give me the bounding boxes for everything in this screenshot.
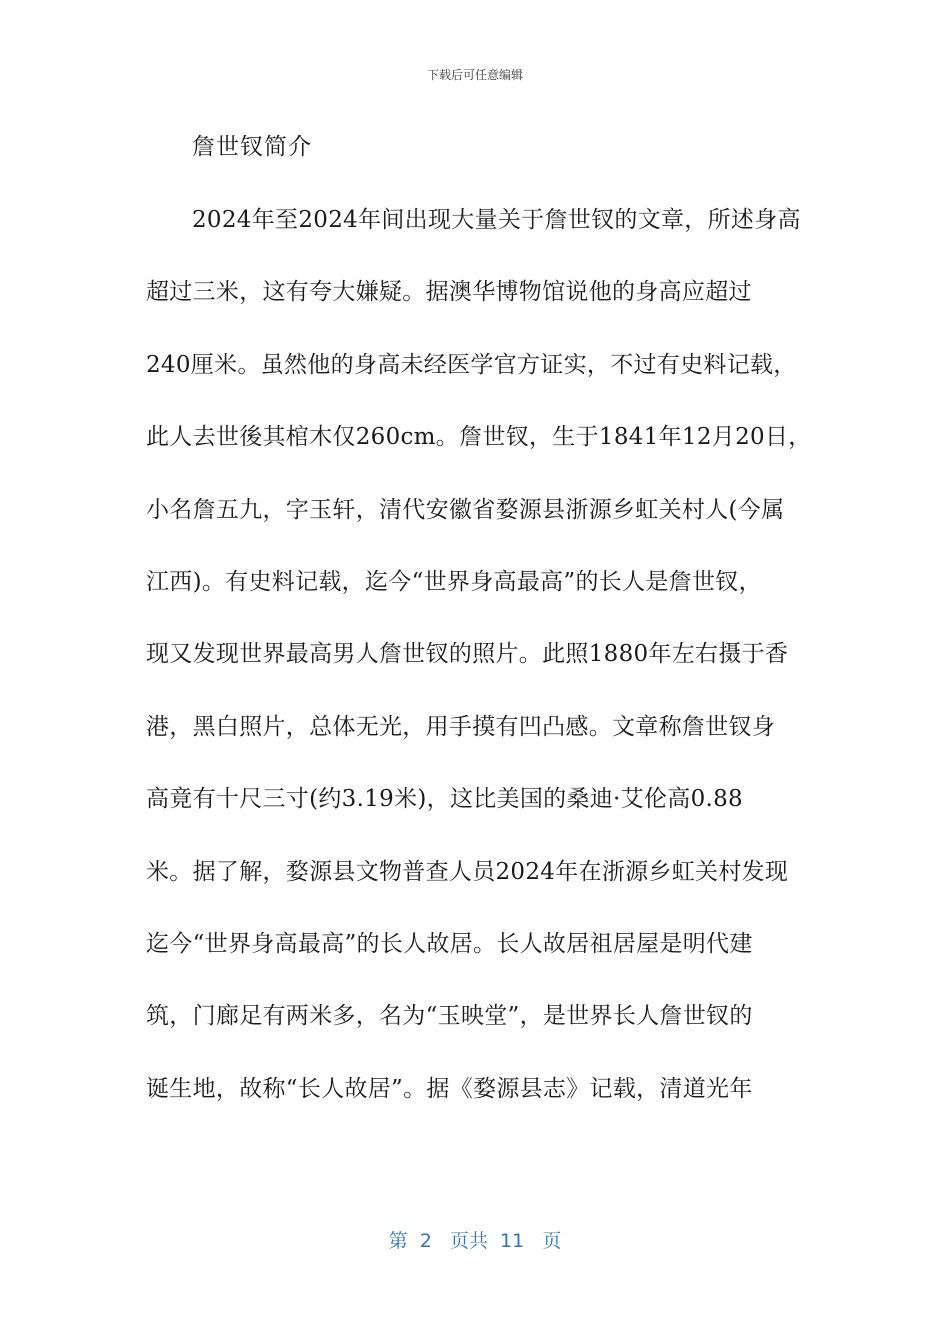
body-line: 240厘米。虽然他的身高未经医学官方证实，不过有史料记载，: [146, 351, 797, 378]
body-line: 现又发现世界最高男人詹世钗的照片。此照1880年左右摄于香: [146, 641, 789, 668]
body-line: 筑，门廊足有两米多，名为“玉映堂”，是世界长人詹世钗的: [146, 1003, 753, 1030]
body-line: 2024年至2024年间出现大量关于詹世钗的文章，所述身高: [192, 207, 801, 233]
body-line: 高竟有十尺三寸(约3.19米)，这比美国的桑迪·艾伦高0.88: [146, 786, 743, 813]
page-header: 下载后可任意编辑: [426, 68, 523, 82]
body-line: 此人去世後其棺木仅260cm。詹世钗，生于1841年12月20日，: [146, 424, 812, 451]
body-line: 超过三米，这有夸大嫌疑。据澳华博物馆说他的身高应超过: [146, 279, 752, 306]
body-line: 小名詹五九，字玉轩，清代安徽省婺源县浙源乡虹关村人(今属: [146, 496, 785, 523]
body-line: 迄今“世界身高最高”的长人故居。长人故居祖居屋是明代建: [146, 930, 753, 957]
page-number-footer: 第 2 页共 11 页: [388, 1230, 562, 1252]
document-body: [146, 196, 826, 1137]
body-line: 诞生地，故称“长人故居”。据《婺源县志》记载，清道光年: [146, 1075, 753, 1102]
body-line: 米。据了解，婺源县文物普查人员2024年在浙源乡虹关村发现: [146, 858, 789, 885]
body-line: 港，黑白照片，总体无光，用手摸有凹凸感。文章称詹世钗身: [146, 713, 776, 740]
document-title: 詹世钗简介: [192, 134, 312, 160]
body-line: 江西)。有史料记载，迄今“世界身高最高”的长人是詹世钗，: [146, 568, 762, 595]
